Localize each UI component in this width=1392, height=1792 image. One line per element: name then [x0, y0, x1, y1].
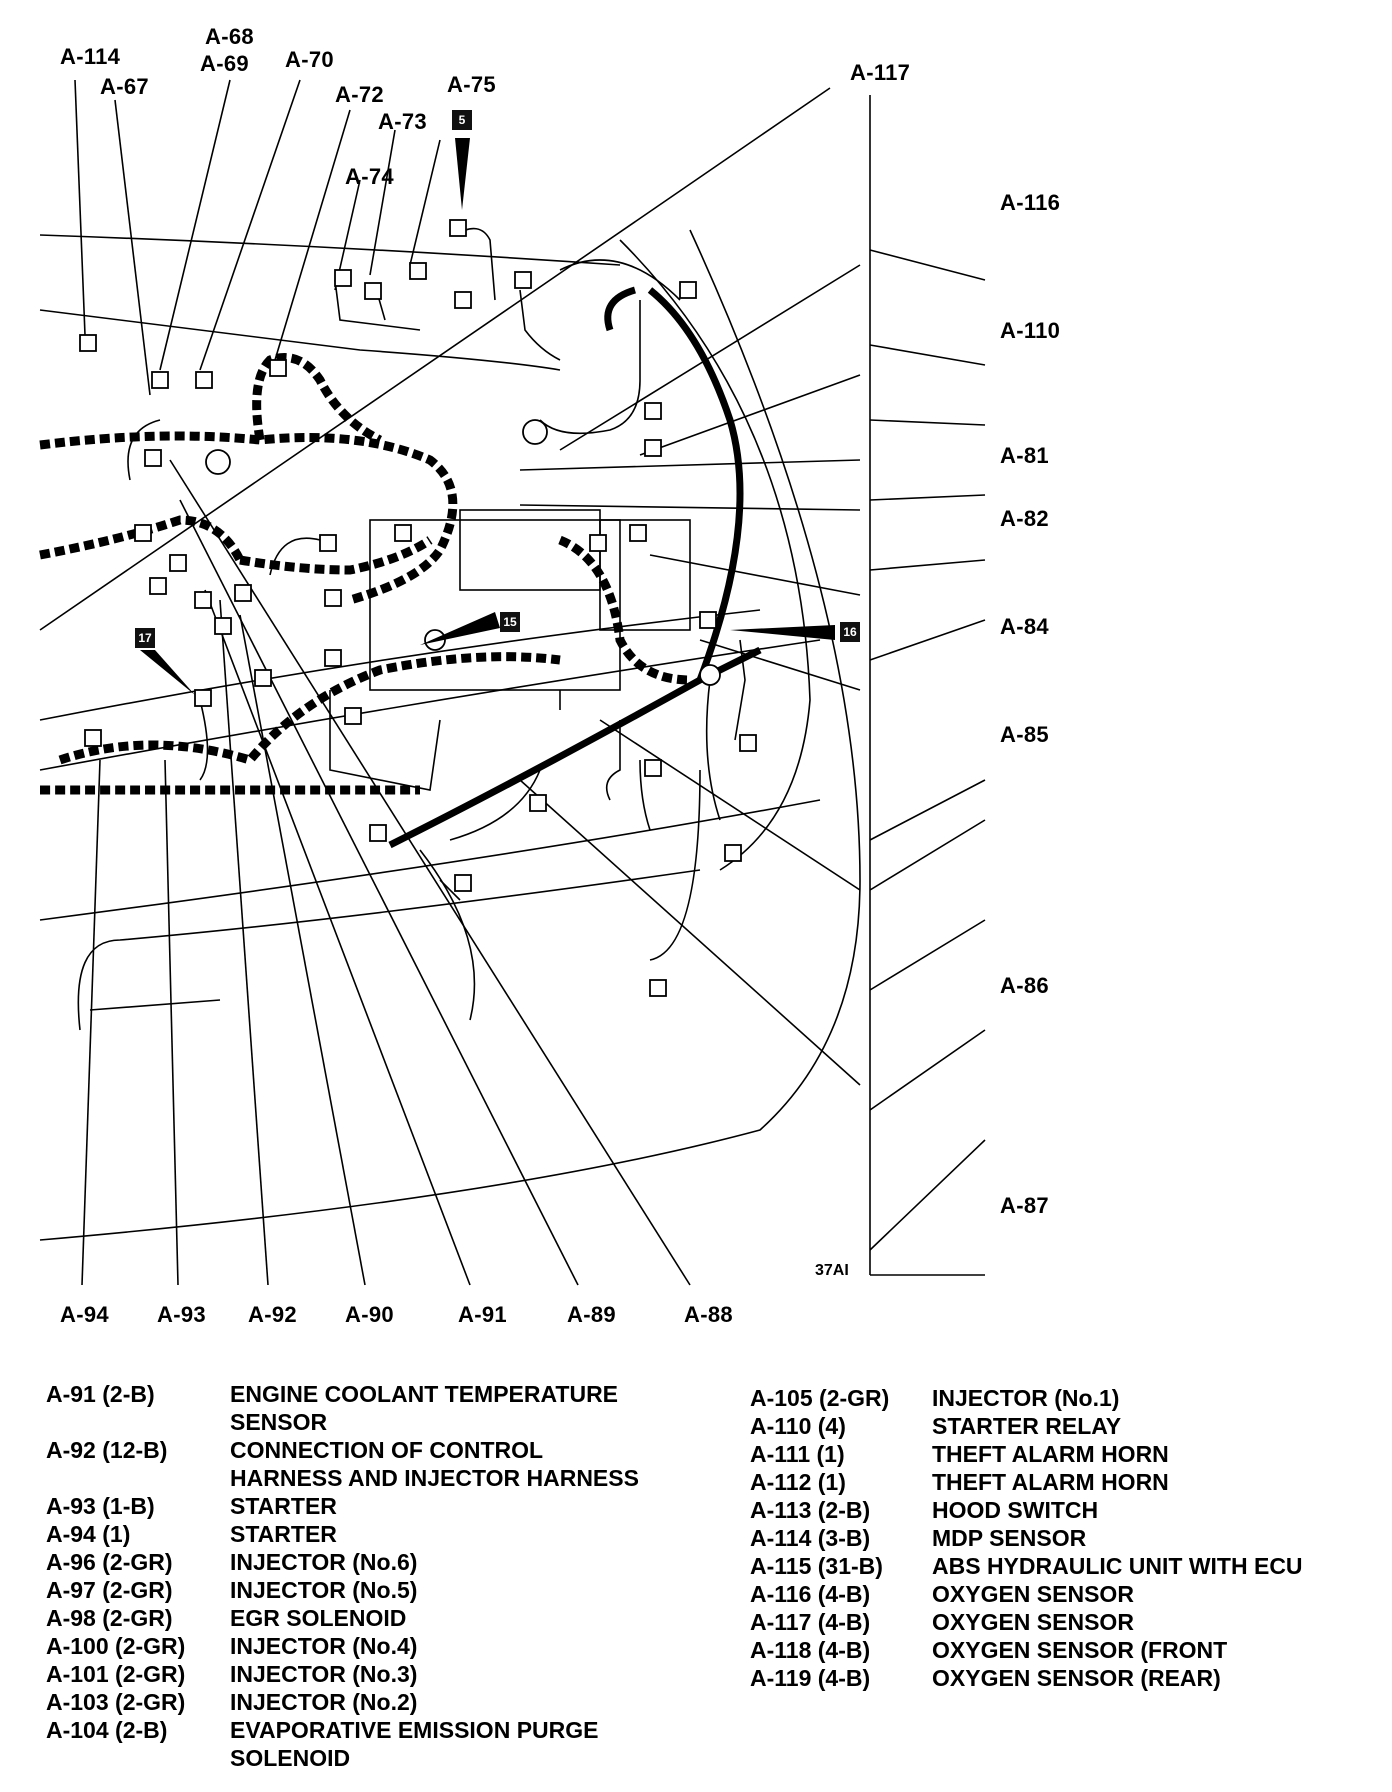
- legend-desc: SOLENOID: [230, 1745, 351, 1771]
- legend-code: A-118 (4-B): [750, 1637, 871, 1663]
- legend-desc: SENSOR: [230, 1409, 328, 1435]
- legend-desc: THEFT ALARM HORN: [932, 1441, 1169, 1467]
- legend-desc: ABS HYDRAULIC UNIT WITH ECU: [932, 1553, 1303, 1579]
- legend-desc: OXYGEN SENSOR: [932, 1581, 1134, 1607]
- legend-code: A-105 (2-GR): [750, 1385, 890, 1411]
- callout-A-92: A-92: [248, 1302, 297, 1327]
- legend-desc: THEFT ALARM HORN: [932, 1469, 1169, 1495]
- legend-desc: STARTER: [230, 1521, 337, 1547]
- legend-code: A-104 (2-B): [46, 1717, 168, 1743]
- legend-desc: INJECTOR (No.3): [230, 1661, 418, 1687]
- callout-A-72: A-72: [335, 82, 384, 107]
- callout-A-110: A-110: [1000, 318, 1061, 343]
- tag-15: 15: [500, 612, 520, 632]
- legend-desc: INJECTOR (No.1): [932, 1385, 1120, 1411]
- legend-code: A-100 (2-GR): [46, 1633, 186, 1659]
- callout-A-117: A-117: [850, 60, 911, 85]
- legend-desc: OXYGEN SENSOR (REAR): [932, 1665, 1221, 1691]
- legend-code: A-92 (12-B): [46, 1437, 168, 1463]
- callout-A-81: A-81: [1000, 443, 1049, 468]
- legend-desc: OXYGEN SENSOR: [932, 1609, 1134, 1635]
- legend-code: A-116 (4-B): [750, 1581, 871, 1607]
- callout-A-86: A-86: [1000, 973, 1049, 998]
- callout-A-89: A-89: [567, 1302, 616, 1327]
- callout-A-69: A-69: [200, 51, 249, 76]
- legend-code: A-93 (1-B): [46, 1493, 155, 1519]
- legend-code: A-117 (4-B): [750, 1609, 871, 1635]
- legend-desc: EGR SOLENOID: [230, 1605, 407, 1631]
- connector-legend: [0, 1380, 1392, 1780]
- legend-code: A-115 (31-B): [750, 1553, 883, 1579]
- legend-code: A-91 (2-B): [46, 1381, 155, 1407]
- legend-desc: ENGINE COOLANT TEMPERATURE: [230, 1381, 619, 1407]
- legend-code: A-111 (1): [750, 1441, 845, 1467]
- legend-desc: STARTER RELAY: [932, 1413, 1122, 1439]
- callout-A-74: A-74: [345, 164, 394, 189]
- callout-A-85: A-85: [1000, 722, 1049, 747]
- legend-desc: OXYGEN SENSOR (FRONT: [932, 1637, 1228, 1663]
- callout-A-91: A-91: [458, 1302, 507, 1327]
- callout-A-93: A-93: [157, 1302, 206, 1327]
- callout-A-87: A-87: [1000, 1193, 1049, 1218]
- callout-A-114: A-114: [60, 44, 121, 69]
- legend-code: A-110 (4): [750, 1413, 846, 1439]
- legend-code: A-113 (2-B): [750, 1497, 871, 1523]
- legend-code: A-114 (3-B): [750, 1525, 871, 1551]
- callout-A-82: A-82: [1000, 506, 1049, 531]
- callout-A-67: A-67: [100, 74, 149, 99]
- callout-A-94: A-94: [60, 1302, 109, 1327]
- callout-A-68: A-68: [205, 24, 254, 49]
- legend-desc: EVAPORATIVE EMISSION PURGE: [230, 1717, 599, 1743]
- legend-desc: INJECTOR (No.6): [230, 1549, 418, 1575]
- legend-code: A-112 (1): [750, 1469, 846, 1495]
- callout-A-75: A-75: [447, 72, 496, 97]
- legend-desc: STARTER: [230, 1493, 337, 1519]
- legend-desc: MDP SENSOR: [932, 1525, 1087, 1551]
- callout-A-90: A-90: [345, 1302, 394, 1327]
- tag-5: 5: [452, 110, 472, 130]
- callout-A-84: A-84: [1000, 614, 1049, 639]
- legend-desc: INJECTOR (No.2): [230, 1689, 418, 1715]
- legend-desc: INJECTOR (No.4): [230, 1633, 418, 1659]
- tag-16: 16: [840, 622, 860, 642]
- callout-A-70: A-70: [285, 47, 334, 72]
- callout-A-73: A-73: [378, 109, 427, 134]
- legend-desc: HOOD SWITCH: [932, 1497, 1099, 1523]
- legend-desc: HARNESS AND INJECTOR HARNESS: [230, 1465, 639, 1491]
- legend-code: A-101 (2-GR): [46, 1661, 186, 1687]
- legend-code: A-97 (2-GR): [46, 1577, 173, 1603]
- callout-A-88: A-88: [684, 1302, 733, 1327]
- legend-code: A-94 (1): [46, 1521, 131, 1547]
- tag-17: 17: [135, 628, 155, 648]
- legend-desc: INJECTOR (No.5): [230, 1577, 418, 1603]
- figure-reference: 37AI: [815, 1262, 849, 1279]
- legend-code: A-103 (2-GR): [46, 1689, 186, 1715]
- legend-code: A-119 (4-B): [750, 1665, 871, 1691]
- callout-A-116: A-116: [1000, 190, 1061, 215]
- legend-desc: CONNECTION OF CONTROL: [230, 1437, 544, 1463]
- legend-code: A-98 (2-GR): [46, 1605, 173, 1631]
- legend-code: A-96 (2-GR): [46, 1549, 173, 1575]
